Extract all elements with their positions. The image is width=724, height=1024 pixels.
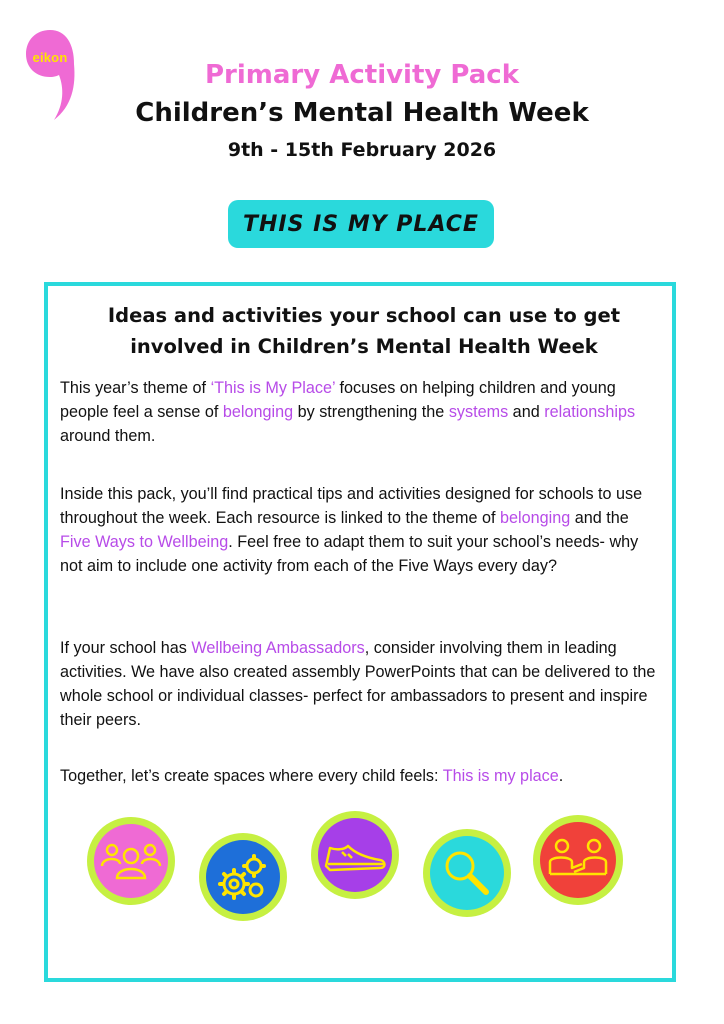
five-ways-icons — [48, 286, 680, 986]
connect-people-icon — [84, 814, 178, 908]
highlight-text: Wellbeing Ambassadors — [191, 639, 365, 657]
page-header — [0, 58, 724, 164]
highlight-text: belonging — [500, 509, 571, 527]
text: . — [558, 767, 564, 785]
pack-title: Primary Activity Pack — [204, 60, 520, 90]
highlight-text: Five Ways to Wellbeing — [60, 533, 229, 551]
highlight-text: systems — [448, 403, 509, 421]
text: by strengthening the — [293, 403, 449, 421]
event-dates: 9th - 15th February 2026 — [227, 139, 497, 161]
theme-badge-text: THIS IS MY PLACE — [243, 211, 479, 237]
logo-text: eikon — [32, 50, 68, 65]
week-title: Children’s Mental Health Week — [135, 98, 589, 128]
running-shoe-icon — [308, 808, 402, 902]
text: If your school has — [60, 639, 192, 657]
text: focuses on helping children and young people feel a sense of — [60, 379, 616, 421]
highlight-text: This is my place — [442, 767, 559, 785]
text: Inside this pack, you’ll find practical tips and activities designed for schools to use throughout the week. Each resource is linked to the theme of — [60, 485, 643, 527]
text: and — [508, 403, 545, 421]
text: . Feel free to adapt them to suit your school’s needs- why not aim to include one activity from each of the Five Ways every day? — [60, 533, 639, 575]
text: This year’s theme of — [60, 379, 211, 397]
activities-box — [44, 282, 676, 982]
magnifying-glass-icon — [420, 826, 514, 920]
giving-hands-icon — [530, 812, 626, 908]
text: Together, let’s create spaces where every child feels: — [60, 767, 443, 785]
text: , consider involving them in leading activities. We have also created assembly PowerPoints that can be delivered to the whole school or individual classes- perfect for ambassadors to present and inspire their peers. — [60, 639, 656, 729]
theme-badge — [228, 200, 494, 248]
text: around them. — [60, 427, 156, 445]
gears-icon — [196, 830, 290, 924]
highlight-text: ‘This is My Place’ — [210, 379, 335, 397]
highlight-text: belonging — [222, 403, 294, 421]
highlight-text: relationships — [544, 403, 636, 421]
text: and the — [570, 509, 629, 527]
box-heading: Ideas and activities your school can use to get involved in Children’s Mental Health Week — [107, 304, 621, 358]
